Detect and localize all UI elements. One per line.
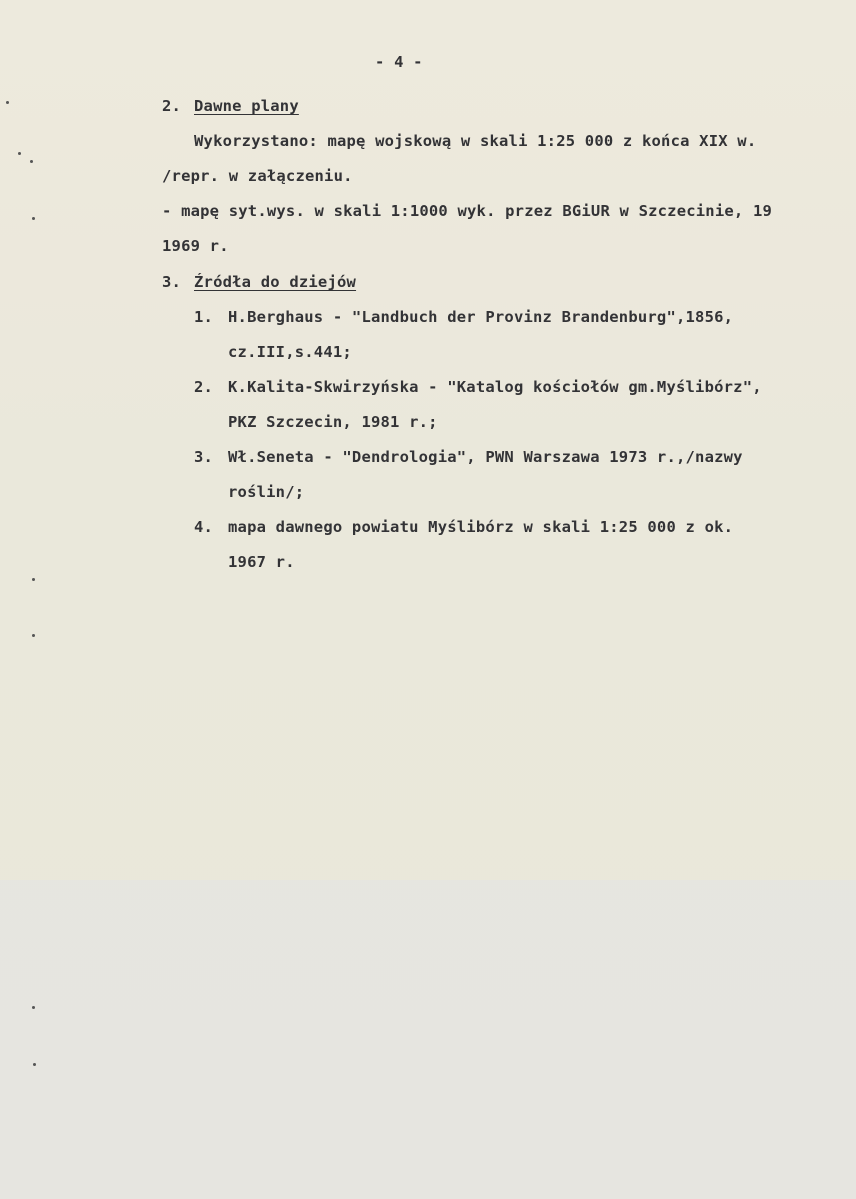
margin-speck [32,1006,35,1009]
section-3-heading: Źródła do dziejów [194,273,357,291]
page-number: - 4 - [375,53,423,71]
source-item-text: H.Berghaus - "Landbuch der Provinz Brandenburg",1856, [228,308,734,326]
source-item-number: 3. [194,448,214,466]
section-2-line: /repr. w załączeniu. [162,167,353,185]
margin-speck [32,217,35,220]
margin-speck [32,634,35,637]
source-item-number: 4. [194,518,214,536]
section-2-line: 1969 r. [162,237,229,255]
source-item-text: Wł.Seneta - "Dendrologia", PWN Warszawa 1973 r.,/nazwy [228,448,743,466]
source-item-text: K.Kalita-Skwirzyńska - "Katalog kościołów gm.Myślibórz", [228,378,762,396]
source-item-number: 1. [194,308,214,326]
source-item-text: cz.III,s.441; [228,343,352,361]
section-2-heading: Dawne plany [194,97,299,115]
section-2-line: - mapę syt.wys. w skali 1:1000 wyk. przez BGiUR w Szczecinie, 19 [162,202,773,220]
margin-speck [33,1063,36,1066]
source-item-number: 2. [194,378,214,396]
source-item-text: mapa dawnego powiatu Myślibórz w skali 1:25 000 z ok. [228,518,734,536]
margin-speck [30,160,33,163]
section-2-line: Wykorzystano: mapę wojskową w skali 1:25 000 z końca XIX w. [194,132,757,150]
margin-speck [18,152,21,155]
section-2-number: 2. [162,97,182,115]
section-3-number: 3. [162,273,182,291]
margin-speck [32,578,35,581]
source-item-text: roślin/; [228,483,305,501]
source-item-text: 1967 r. [228,553,295,571]
source-item-text: PKZ Szczecin, 1981 r.; [228,413,438,431]
margin-speck [6,101,9,104]
